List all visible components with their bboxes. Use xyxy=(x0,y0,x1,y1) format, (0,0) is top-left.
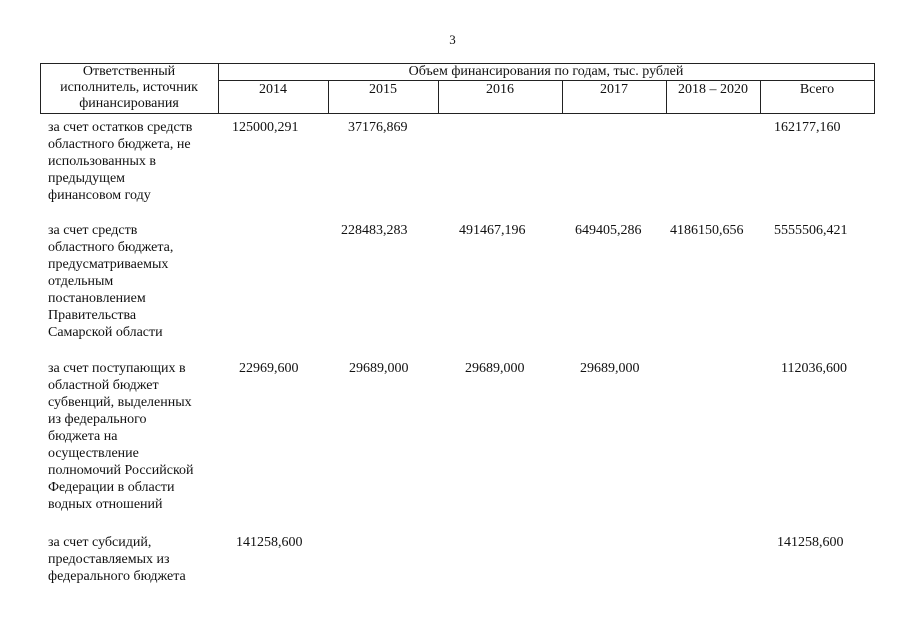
row-label-line: финансовом году xyxy=(48,188,151,203)
row-label-line: областного бюджета, xyxy=(48,240,174,255)
value-2015: 228483,283 xyxy=(341,223,408,238)
header-col0-line: Ответственный xyxy=(82,64,176,79)
page-number: 3 xyxy=(449,32,456,47)
value-2014: 22969,600 xyxy=(239,361,299,376)
row-label-line: осуществление xyxy=(48,446,139,461)
row-label-line: предусматриваемых xyxy=(48,257,169,272)
row-label-line: за счет поступающих в xyxy=(48,361,186,376)
header-group-title: Объем финансирования по годам, тыс. рублей xyxy=(408,64,684,79)
row-label-line: за счет остатков средств xyxy=(48,120,193,135)
col-divider xyxy=(874,63,875,114)
row-label xyxy=(48,222,218,341)
header-year: 2016 xyxy=(486,82,514,97)
row-label xyxy=(48,360,218,513)
header-year: 2017 xyxy=(600,82,628,97)
value-2015: 29689,000 xyxy=(349,361,409,376)
row-label-line: Правительства xyxy=(48,308,137,323)
row-label-line: областной бюджет xyxy=(48,378,159,393)
value-total: 5555506,421 xyxy=(774,223,848,238)
header-total: Всего xyxy=(799,82,835,97)
header-col0-line: исполнитель, источник xyxy=(60,80,198,95)
row-label-line: водных отношений xyxy=(48,497,163,512)
row-label-line: предоставляемых из xyxy=(48,552,170,567)
row-label xyxy=(48,534,218,585)
header-bottom-border xyxy=(40,113,875,114)
row-label-line: отдельным xyxy=(48,274,114,289)
row-label xyxy=(48,119,218,204)
value-2016: 29689,000 xyxy=(465,361,525,376)
row-label-line: Федерации в области xyxy=(48,480,175,495)
value-2017: 29689,000 xyxy=(580,361,640,376)
value-2016: 491467,196 xyxy=(459,223,526,238)
value-total: 162177,160 xyxy=(774,120,841,135)
value-2017: 649405,286 xyxy=(575,223,642,238)
row-label-line: использованных в xyxy=(48,154,156,169)
value-total: 141258,600 xyxy=(777,535,844,550)
row-label-line: бюджета на xyxy=(48,429,118,444)
row-label-line: предыдущем xyxy=(48,171,126,186)
header-col0-line: финансирования xyxy=(79,96,179,111)
row-label-line: федерального бюджета xyxy=(48,569,186,584)
value-2014: 141258,600 xyxy=(236,535,303,550)
row-label-line: из федерального xyxy=(48,412,147,427)
value-2014: 125000,291 xyxy=(232,120,299,135)
header-mid-border xyxy=(218,80,875,81)
row-label-line: субвенций, выделенных xyxy=(48,395,192,410)
header-year: 2015 xyxy=(369,82,397,97)
row-label-line: полномочий Российской xyxy=(48,463,194,478)
value-2018-2020: 4186150,656 xyxy=(670,223,744,238)
row-label-line: областного бюджета, не xyxy=(48,137,191,152)
header-year: 2014 xyxy=(259,82,287,97)
row-label-line: постановлением xyxy=(48,291,146,306)
value-2015: 37176,869 xyxy=(348,120,408,135)
row-label-line: за счет субсидий, xyxy=(48,535,152,550)
value-total: 112036,600 xyxy=(781,361,847,376)
header-year: 2018 – 2020 xyxy=(678,82,748,97)
row-label-line: за счет средств xyxy=(48,223,138,238)
row-label-line: Самарской области xyxy=(48,325,163,340)
